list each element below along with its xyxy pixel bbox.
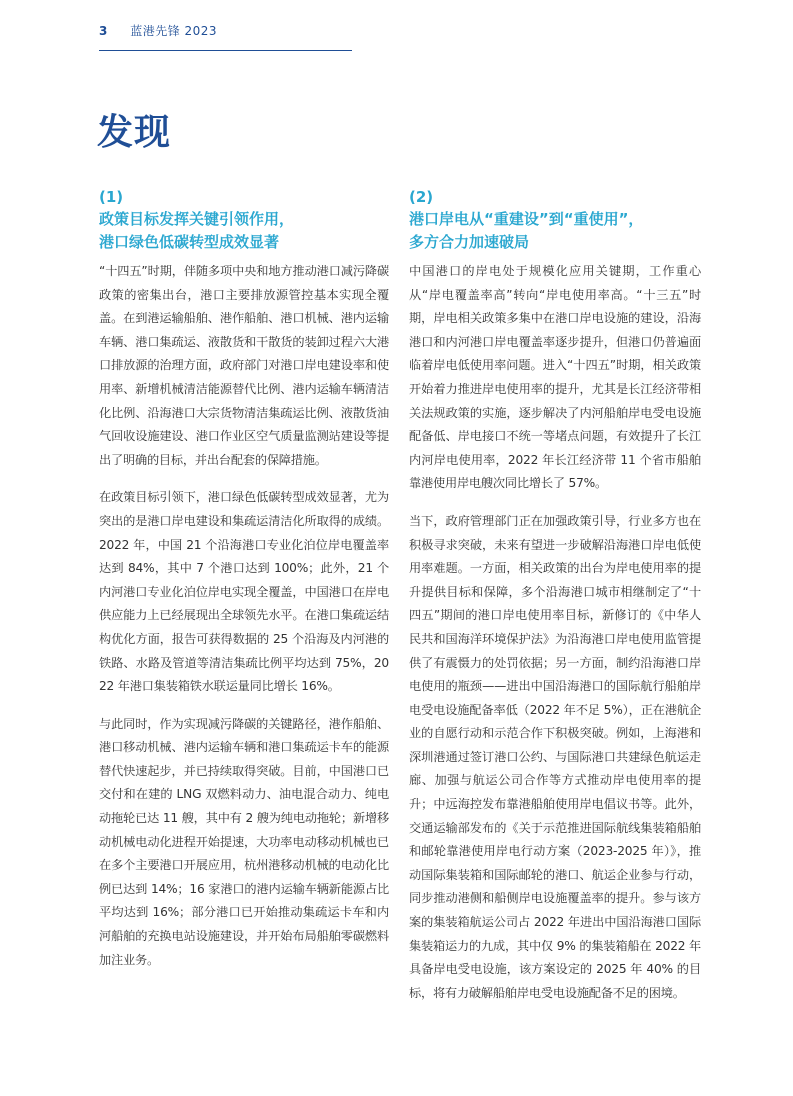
page-number: 3 [99,24,108,38]
section-2-title-line2: 多方合力加速破局 [409,233,530,251]
publication-name: 蓝港先锋 2023 [130,24,218,38]
header-rule [99,50,352,51]
page-title: 发现 [97,112,172,153]
page-header [99,22,217,39]
section-2-title-line1: 港口岸电从“重建设”到“重使用”， [409,210,644,228]
section-2-heading [409,186,701,260]
section-2-number: (2) [409,188,434,206]
section-1-paragraph-1: “十四五”时期，伴随多项中央和地方推动港口减污降碳政策的密集出台，港口主要排放源管控基本实现全覆盖。在到港运输船舶、港作船舶、港口机械、港内运输车辆、港口集疏运、液散货和干散货的装卸过程六大港口排放源的治理方面，政府部门对港口岸电建设率和使用率、新增机械清洁能源替代比例、港内运输车辆清洁化比例、沿海港口大宗货物清洁集疏运比例、液散货油气回收设施建设、港口作业区空气质量监测站建设等提出了明确的目标，并出台配套的保障措施。 [99,264,389,467]
section-2-paragraph-1: 中国港口的岸电处于规模化应用关键期，工作重心从“岸电覆盖率高”转向“岸电使用率高。“十三五”时期，岸电相关政策多集中在港口岸电设施的建设，沿海港口和内河港口岸电覆盖率逐步提升，但港口仍普遍面临着岸电低使用率问题。进入“十四五”时期，相关政策开始着力推进岸电使用率的提升，尤其是长江经济带相关法规政策的实施，逐步解决了内河船舶岸电受电设施配备低、岸电接口不统一等堵点问题，有效提升了长江内河岸电使用率，2022 年长江经济带 11 个省市船舶靠港使用岸电艘次同比增长了 57%。 [409,264,701,491]
section-1-heading [99,186,389,260]
section-1 [99,186,389,986]
section-1-paragraph-2: 在政策目标引领下，港口绿色低碳转型成效显著，尤为突出的是港口岸电建设和集疏运清洁化所取得的成绩。2022 年，中国 21 个沿海港口专业化泊位岸电覆盖率达到 84%，其中 7 个港口达到 100%；此外，21 个内河港口专业化泊位岸电实现全覆盖，中国港口在岸电供应能力上已经展现出全球领先水平。在港口集疏运结构优化方面，报告可获得数据的 25 个沿海及内河港的铁路、水路及管道等清洁集疏比例平均达到 75%，2022 年港口集装箱铁水联运量同比增长 16%。 [99,490,389,694]
section-2 [409,186,701,1019]
section-1-number: (1) [99,188,124,206]
section-1-title-line1: 政策目标发挥关键引领作用， [99,210,295,228]
section-2-paragraph-2: 当下，政府管理部门正在加强政策引导，行业多方也在积极寻求突破，未来有望进一步破解沿海港口岸电低使用率难题。一方面，相关政策的出台为岸电使用率的提升提供目标和保障，多个沿海港口城市相继制定了“十四五”期间的港口岸电使用率目标，新修订的《中华人民共和国海洋环境保护法》为沿海港口岸电使用监管提供了有震慑力的处罚依据；另一方面，制约沿海港口岸电使用的瓶颈——进出中国沿海港口的国际航行船舶岸电受电设施配备率低（2022 年不足 5%），正在港航企业的自愿行动和示范合作下积极突破。例如，上海港和深圳港通过签订港口公约、与国际港口共建绿色航运走廊、加强与航运公司合作等方式推动岸电使用率的提升；中远海控发布靠港船舶使用岸电倡议书等。此外，交通运输部发布的《关于示范推进国际航线集装箱船舶和邮轮靠港使用岸电行动方案（2023-2025 年）》，推动国际集装箱和国际邮轮的港口、航运企业参与行动，同步推动港侧和船侧岸电设施覆盖率的提升。参与该方案的集装箱航运公司占 2022 年进出中国沿海港口国际集装箱运力的九成，其中仅 9% 的集装箱船在 2022 年具备岸电受电设施，该方案设定的 2025 年 40% 的目标，将有力破解船舶岸电受电设施配备不足的困境。 [409,513,701,1000]
section-1-paragraph-3: 与此同时，作为实现减污降碳的关键路径，港作船舶、港口移动机械、港内运输车辆和港口集疏运卡车的能源替代快速起步，并已持续取得突破。目前，中国港口已交付和在建的 LNG 双燃料动力、油电混合动力、纯电动拖轮已达 11 艘，其中有 2 艘为纯电动拖轮；新增移动机械电动化进程开始提速，大功率电动移动机械也已在多个主要港口开展应用，杭州港移动机械的电动化比例已达到 14%；16 家港口的港内运输车辆新能源占比平均达到 16%；部分港口已开始推动集疏运卡车和内河船舶的充换电站设施建设，并开始布局船舶零碳燃料加注业务。 [99,716,389,967]
section-1-title-line2: 港口绿色低碳转型成效显著 [99,233,280,251]
